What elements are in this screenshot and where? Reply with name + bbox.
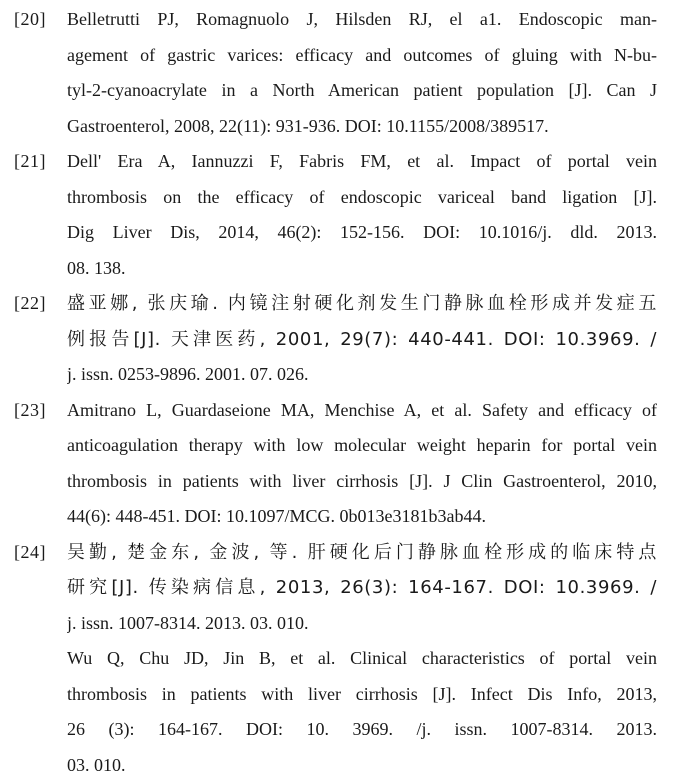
reference-line: agement of gastric varices: efficacy and outcomes of gluing with N-bu- xyxy=(67,38,657,74)
reference-list xyxy=(0,2,675,783)
reference-line: Amitrano L, Guardaseione MA, Menchise A, et al. Safety and efficacy of xyxy=(67,393,657,429)
reference-line: 盛亚娜, 张庆瑜. 内镜注射硬化剂发生门静脉血栓形成并发症五 xyxy=(67,286,657,322)
reference-line: j. issn. 0253-9896. 2001. 07. 026. xyxy=(67,357,657,393)
reference-line: Dell' Era A, Iannuzzi F, Fabris FM, et al. Impact of portal vein xyxy=(67,144,657,180)
reference-line: 08. 138. xyxy=(67,251,657,287)
reference-line: Wu Q, Chu JD, Jin B, et al. Clinical characteristics of portal vein xyxy=(67,641,657,677)
reference-line: thrombosis on the efficacy of endoscopic variceal band ligation [J]. xyxy=(67,180,657,216)
reference-line: 吴勤, 楚金东, 金波, 等. 肝硬化后门静脉血栓形成的临床特点 xyxy=(67,535,657,571)
reference-line: 研究[J]. 传染病信息, 2013, 26(3): 164-167. DOI: 10.3969. / xyxy=(67,570,657,606)
reference-24-english xyxy=(0,641,675,783)
reference-line: anticoagulation therapy with low molecular weight heparin for portal vein xyxy=(67,428,657,464)
reference-23 xyxy=(0,393,675,535)
reference-line: Gastroenterol, 2008, 22(11): 931-936. DOI: 10.1155/2008/389517. xyxy=(67,109,657,145)
reference-number: [24] xyxy=(14,535,66,571)
reference-line: 44(6): 448-451. DOI: 10.1097/MCG. 0b013e3181b3ab44. xyxy=(67,499,657,535)
reference-line: thrombosis in patients with liver cirrhosis [J]. J Clin Gastroenterol, 2010, xyxy=(67,464,657,500)
reference-line: thrombosis in patients with liver cirrhosis [J]. Infect Dis Info, 2013, xyxy=(67,677,657,713)
reference-number: [22] xyxy=(14,286,66,322)
reference-21 xyxy=(0,144,675,286)
reference-22 xyxy=(0,286,675,393)
reference-line: Belletrutti PJ, Romagnuolo J, Hilsden RJ, el a1. Endoscopic man- xyxy=(67,2,657,38)
reference-line: tyl-2-cyanoacrylate in a North American patient population [J]. Can J xyxy=(67,73,657,109)
reference-line: 26 (3): 164-167. DOI: 10. 3969. /j. issn. 1007-8314. 2013. xyxy=(67,712,657,748)
reference-number: [20] xyxy=(14,2,66,38)
reference-line: 03. 010. xyxy=(67,748,657,783)
reference-line: 例报告[J]. 天津医药, 2001, 29(7): 440-441. DOI: 10.3969. / xyxy=(67,322,657,358)
reference-line: j. issn. 1007-8314. 2013. 03. 010. xyxy=(67,606,657,642)
reference-20 xyxy=(0,2,675,144)
reference-number: [23] xyxy=(14,393,66,429)
reference-number: [21] xyxy=(14,144,66,180)
reference-line: Dig Liver Dis, 2014, 46(2): 152-156. DOI: 10.1016/j. dld. 2013. xyxy=(67,215,657,251)
reference-24 xyxy=(0,535,675,642)
